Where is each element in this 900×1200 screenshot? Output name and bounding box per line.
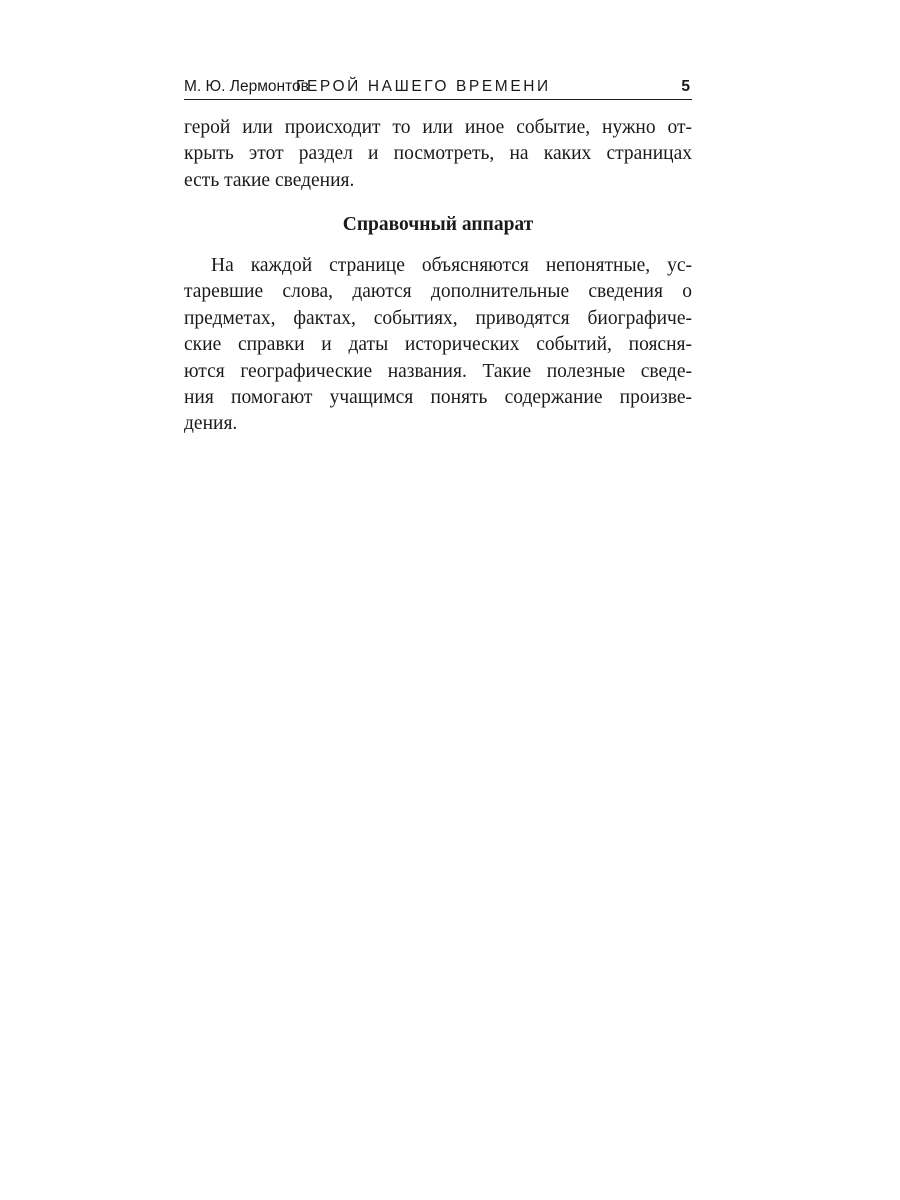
text-line: есть такие сведения. xyxy=(184,169,355,191)
header-rule xyxy=(184,99,692,100)
text-line: герой или происходит то или иное событие, нужно от- xyxy=(184,117,692,138)
running-head-title: ГЕРОЙ НАШЕГО ВРЕМЕНИ xyxy=(296,78,551,95)
text-line: На каждой странице объясняются непонятные, ус- xyxy=(211,255,692,276)
text-line: ские справки и даты исторических событий, поясня- xyxy=(184,334,692,356)
running-head-author: М. Ю. Лермонтов xyxy=(184,78,309,95)
text-line: предметах, фактах, событиях, приводятся биографиче- xyxy=(184,307,692,329)
text-line: ния помогают учащимся понять содержание произве- xyxy=(184,386,692,408)
page-number: 5 xyxy=(681,78,690,95)
running-head xyxy=(184,74,692,100)
text-line: дения. xyxy=(184,413,238,435)
text-line: ются географические названия. Такие полезные сведе- xyxy=(184,360,692,382)
text-line: крыть этот раздел и посмотреть, на каких страницах xyxy=(184,143,692,165)
paragraph-reference-apparatus xyxy=(184,253,692,438)
text-line: таревшие слова, даются дополнительные сведения о xyxy=(184,281,692,303)
paragraph-continued xyxy=(184,115,692,194)
section-heading: Справочный аппарат xyxy=(342,214,534,235)
